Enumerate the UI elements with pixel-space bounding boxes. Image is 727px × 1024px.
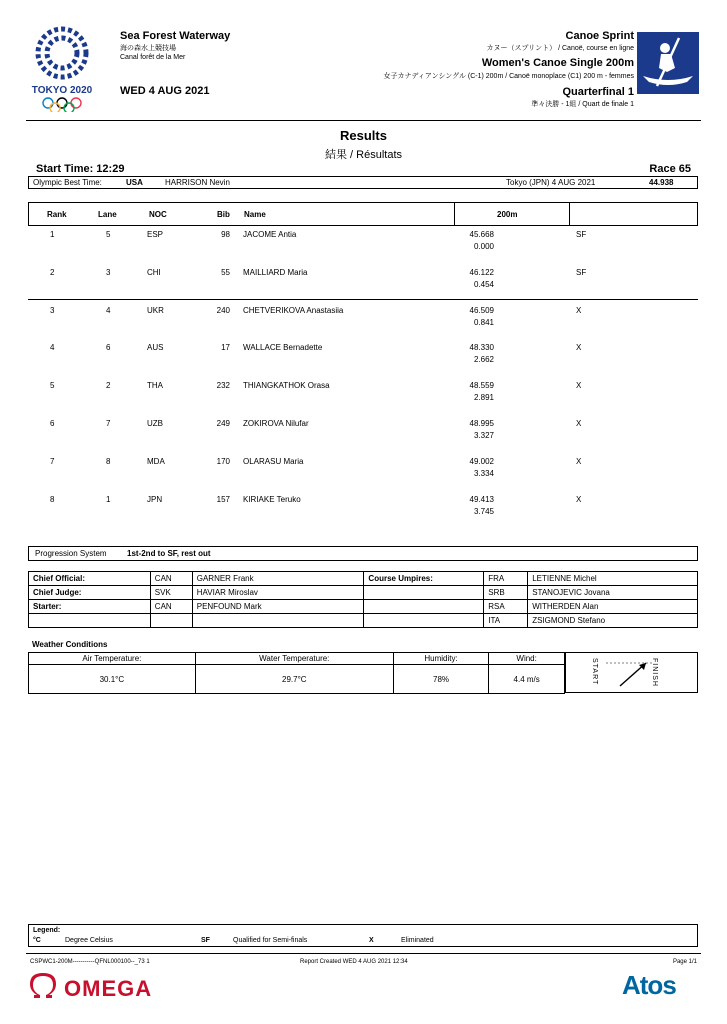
cell-q: X	[576, 305, 582, 315]
omega-logo	[30, 972, 190, 1002]
olympic-best-place-date: Tokyo (JPN) 4 AUG 2021	[506, 178, 596, 187]
official-name2: WITHERDEN Alan	[528, 600, 698, 614]
phase-name: Quarterfinal 1	[562, 86, 634, 98]
logo-text: TOKYO 2020	[31, 85, 93, 96]
olympic-best-label: Olympic Best Time:	[33, 178, 102, 187]
cell-bib: 98	[221, 230, 230, 239]
official-name: HAVIAR Miroslav	[192, 586, 364, 600]
olympic-best-time-box	[28, 176, 698, 189]
sport-name-multilang: カヌー（スプリント） / Canoë, course en ligne	[486, 45, 634, 52]
official-role: Chief Official:	[29, 572, 151, 586]
cell-time: 46.122	[469, 267, 494, 277]
official-noc2: ITA	[484, 614, 528, 628]
legend-desc: Qualified for Semi-finals	[233, 937, 308, 944]
event-name: Women's Canoe Single 200m	[481, 57, 634, 69]
official-noc	[150, 614, 192, 628]
start-time: Start Time: 12:29	[36, 163, 125, 175]
official-noc2: SRB	[484, 586, 528, 600]
cell-behind: 0.841	[473, 317, 494, 327]
cell-time: 48.995	[469, 419, 494, 428]
legend-code: X	[369, 937, 374, 944]
report-created: Report Created WED 4 AUG 2021 12:34	[300, 959, 408, 965]
legend-title: Legend:	[33, 927, 61, 934]
cell-rank: 4	[50, 343, 55, 353]
cell-noc: JPN	[147, 494, 163, 504]
official-role: Chief Judge:	[29, 586, 151, 600]
cell-name: ZOKIROVA Nilufar	[243, 419, 309, 428]
venue-name-fr: Canal forêt de la Mer	[120, 54, 186, 61]
canoe-sprint-pictogram-icon	[637, 32, 699, 94]
air-temp-label: Air Temperature:	[29, 653, 196, 665]
atos-logo: Atos	[622, 970, 676, 1000]
cell-q: SF	[576, 230, 587, 239]
cell-rank: 6	[50, 419, 55, 428]
race-number: Race 65	[649, 163, 691, 175]
official-role: Starter:	[29, 600, 151, 614]
table-row	[28, 418, 698, 456]
cell-time: 48.559	[469, 381, 494, 391]
official-noc: SVK	[150, 586, 192, 600]
cell-rank: 2	[50, 267, 55, 277]
header-divider	[26, 120, 701, 121]
cell-bib: 157	[216, 494, 230, 504]
cell-q: X	[576, 381, 582, 391]
official-noc2: RSA	[484, 600, 528, 614]
document-code: CSPWC1-200M-----------QFNL000100--_73 1	[30, 959, 150, 965]
event-name-multilang: 女子カナディアンシングル (C-1) 200m / Canoë monoplace (C1) 200 m - femmes	[383, 73, 634, 80]
cell-behind: 3.327	[473, 431, 494, 440]
progression-label: Progression System	[35, 549, 107, 558]
table-row	[28, 229, 698, 267]
col-lane: Lane	[98, 210, 117, 219]
official-noc2: FRA	[484, 572, 528, 586]
col-divider	[569, 203, 570, 225]
cell-noc: CHI	[147, 267, 161, 277]
cell-rank: 7	[50, 456, 55, 466]
cell-behind: 3.745	[473, 506, 494, 516]
cell-behind: 0.454	[473, 279, 494, 289]
air-temp-value: 30.1°C	[29, 665, 196, 694]
wind-label: Wind:	[489, 653, 565, 665]
cell-bib: 232	[216, 381, 230, 391]
cell-lane: 5	[106, 230, 111, 239]
cell-bib: 170	[216, 456, 230, 466]
cell-time: 46.509	[469, 305, 494, 315]
omega-icon	[30, 972, 190, 1002]
cell-rank: 1	[50, 230, 55, 239]
official-name2: ZSIGMOND Stefano	[528, 614, 698, 628]
table-row	[28, 342, 698, 380]
cell-name: THIANGKATHOK Orasa	[243, 381, 330, 391]
cell-rank: 8	[50, 494, 55, 504]
official-role	[29, 614, 151, 628]
start-label: START	[591, 658, 598, 686]
cell-bib: 240	[216, 305, 230, 315]
olympic-best-noc: USA	[126, 178, 143, 187]
emblem-icon	[26, 24, 98, 112]
legend-code: °C	[33, 937, 41, 944]
cell-time: 49.413	[469, 494, 494, 504]
wind-arrow-icon	[566, 653, 697, 692]
omega-wordmark: OMEGA	[64, 976, 153, 1001]
col-name: Name	[244, 210, 266, 219]
cell-name: OLARASU Maria	[243, 456, 304, 466]
cell-lane: 6	[106, 343, 111, 353]
table-row	[28, 494, 698, 532]
page-title: Results	[340, 128, 387, 143]
humidity-label: Humidity:	[393, 653, 488, 665]
table-row	[28, 456, 698, 494]
sport-name: Canoe Sprint	[565, 30, 634, 42]
cell-noc: ESP	[147, 230, 164, 239]
footer-divider	[26, 953, 701, 954]
olympic-best-time: 44.938	[649, 178, 674, 187]
venue-name-en: Sea Forest Waterway	[120, 30, 231, 42]
cell-behind: 3.334	[473, 468, 494, 478]
legend-box	[28, 924, 698, 947]
official-name	[192, 614, 364, 628]
cell-bib: 17	[221, 343, 230, 353]
phase-name-multilang: 準々決勝 - 1組 / Quart de finale 1	[531, 101, 634, 108]
legend-desc: Degree Celsius	[65, 937, 113, 944]
cell-noc: AUS	[147, 343, 164, 353]
olympic-best-athlete: HARRISON Nevin	[165, 178, 230, 187]
cell-time: 45.668	[469, 230, 494, 239]
legend-desc: Eliminated	[401, 937, 434, 944]
col-rank: Rank	[47, 210, 67, 219]
venue-name-ja: 海の森水上競技場	[120, 45, 176, 52]
table-row	[28, 305, 698, 343]
results-table-header	[28, 202, 698, 226]
cell-q: X	[576, 419, 582, 428]
col-bib: Bib	[217, 210, 230, 219]
water-temp-value: 29.7°C	[195, 665, 393, 694]
cell-name: CHETVERIKOVA Anastasiia	[243, 305, 344, 315]
officials-row	[29, 600, 698, 614]
cell-q: X	[576, 494, 582, 504]
cell-lane: 8	[106, 456, 111, 466]
water-temp-label: Water Temperature:	[195, 653, 393, 665]
officials-row	[29, 572, 698, 586]
cell-lane: 3	[106, 267, 111, 277]
cell-name: KIRIAKE Teruko	[243, 494, 301, 504]
col-divider	[454, 203, 455, 225]
weather-table	[28, 652, 565, 694]
cell-bib: 55	[221, 267, 230, 277]
cell-behind: 2.891	[473, 393, 494, 403]
cell-noc: UKR	[147, 305, 164, 315]
cell-noc: MDA	[147, 456, 165, 466]
cell-noc: UZB	[147, 419, 163, 428]
event-date: WED 4 AUG 2021	[120, 85, 210, 97]
official-role2: Course Umpires:	[364, 572, 484, 586]
humidity-value: 78%	[393, 665, 488, 694]
official-role2	[364, 600, 484, 614]
cell-noc: THA	[147, 381, 163, 391]
weather-title: Weather Conditions	[32, 640, 108, 649]
official-noc: CAN	[150, 572, 192, 586]
col-noc: NOC	[149, 210, 167, 219]
cell-bib: 249	[216, 419, 230, 428]
officials-table	[28, 571, 698, 628]
page-subtitle: 結果 / Résultats	[324, 149, 403, 161]
cell-q: X	[576, 343, 582, 353]
official-name2: STANOJEVIC Jovana	[528, 586, 698, 600]
officials-row	[29, 614, 698, 628]
official-noc: CAN	[150, 600, 192, 614]
cell-name: WALLACE Bernadette	[243, 343, 323, 353]
wind-value: 4.4 m/s	[489, 665, 565, 694]
table-row	[28, 380, 698, 418]
qualifier-divider	[28, 299, 698, 300]
cell-name: JACOME Antia	[243, 230, 297, 239]
finish-label: FINISH	[651, 658, 658, 687]
cell-rank: 5	[50, 381, 55, 391]
cell-time: 48.330	[469, 343, 494, 353]
official-name: GARNER Frank	[192, 572, 364, 586]
cell-name: MAILLIARD Maria	[243, 267, 308, 277]
cell-q: SF	[576, 267, 587, 277]
page-number: Page 1/1	[672, 959, 697, 965]
official-name2: LETIENNE Michel	[528, 572, 698, 586]
cell-lane: 1	[106, 494, 111, 504]
official-role2	[364, 586, 484, 600]
cell-lane: 7	[106, 419, 111, 428]
wind-direction-diagram	[565, 652, 698, 693]
progression-value: 1st-2nd to SF, rest out	[127, 549, 211, 558]
cell-time: 49.002	[469, 456, 494, 466]
official-role2	[364, 614, 484, 628]
cell-behind: 2.662	[473, 355, 494, 365]
legend-code: SF	[201, 937, 210, 944]
officials-row	[29, 586, 698, 600]
official-name: PENFOUND Mark	[192, 600, 364, 614]
cell-q: X	[576, 456, 582, 466]
cell-lane: 4	[106, 305, 111, 315]
cell-behind: 0.000	[473, 242, 494, 251]
cell-lane: 2	[106, 381, 111, 391]
col-time: 200m	[497, 210, 518, 219]
progression-system-box	[28, 546, 698, 561]
cell-rank: 3	[50, 305, 55, 315]
tokyo-2020-emblem	[26, 24, 98, 112]
